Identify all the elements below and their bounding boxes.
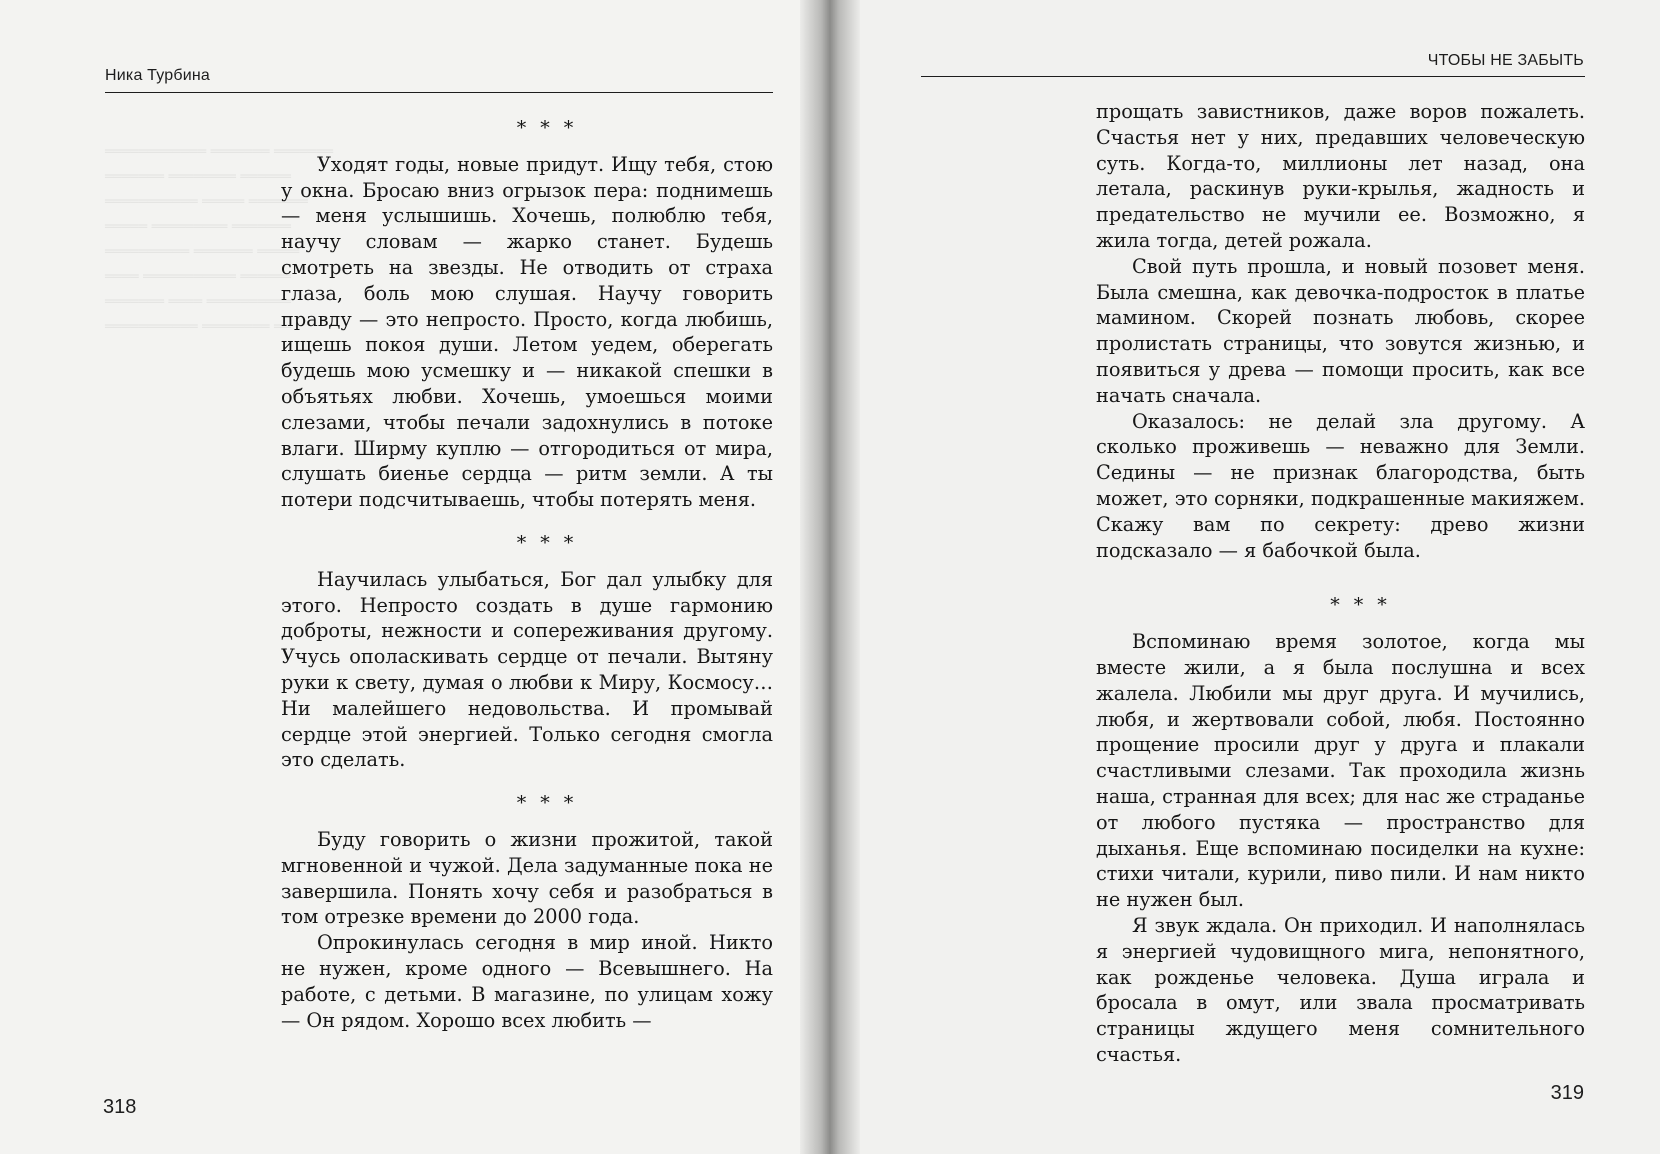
prose-paragraph: Оказалось: не делай зла другому. А сколько проживешь — неважно для Земли. Седины — не признак благородства, быть может, это сорняки, подкрашенные макияжем. Скажу вам по секрету: древо жизни подсказало — я бабочкой была. (1096, 409, 1585, 562)
header-rule (105, 92, 773, 93)
continued-paragraph: прощать завистников, даже воров пожалеть. Счастья нет у них, предавших человеческую суть. Когда-то, миллионы лет назад, она летала, раскинув руки-крылья, жадность и предательство не мучили ее. Возможно, я жила тогда, детей рожала. (1096, 100, 1585, 252)
poem-paragraph: Научилась улыбаться, Бог дал улыбку для этого. Непросто создать в душе гармонию доброты, нежности и сопереживания другому. Учусь ополаскивать сердце от печали. Вытяну руки к свету, думая о любви к Миру, Космосу… Ни малейшего недовольства. И промывай сердце этой энергией. Только сегодня смогла это сделать. (281, 567, 773, 772)
section-separator: * * * (516, 531, 578, 554)
left-page (0, 0, 815, 1154)
poem-paragraph: Уходят годы, новые придут. Ищу тебя, стою у окна. Бросаю вниз огрызок пера: поднимешь — меня услышишь. Хочешь, полюблю тебя, научу словам — жарко станет. Будешь смотреть на звезды. Не отводить от страха глаза, боль мою слушая. Научу говорить правду — это непросто. Просто, когда любишь, ищешь покоя души. Летом уедем, оберегать будешь мою усмешку и — никакой спешки в объятьях любви. Хочешь, умоешься моими слезами, чтобы печали задохнулись в потоке влаги. Ширму куплю — отгородиться от мира, слушать биенье сердца — ритм земли. А ты потери подсчитываешь, чтобы потерять меня. (281, 152, 773, 512)
section-separator: * * * (516, 792, 578, 815)
poem-paragraph: Я звук ждала. Он приходил. И наполнялась я энергией чудовищного мига, непонятного, как рожденье человека. Душа играла и бросала в омут, или звала просматривать страницы ждущего меня сомнительного счастья. (1096, 913, 1585, 1066)
right-text-column (1096, 99, 1585, 1068)
poem-paragraph: Опрокинулась сегодня в мир иной. Никто не нужен, кроме одного — Всевышнего. На работе, с детьми. В магазине, по улицам хожу — Он рядом. Хорошо всех любить — (281, 931, 773, 1032)
section-separator: * * * (516, 117, 578, 139)
header-rule (921, 76, 1585, 77)
left-text-column (281, 116, 773, 1033)
poem-paragraph: Буду говорить о жизни прожитой, такой мгновенной и чужой. Дела задуманные пока не завершила. Понять хочу себя и разобраться в том отрезке времени до 2000 года. (281, 827, 773, 929)
running-head-title: ЧТОБЫ НЕ ЗАБЫТЬ (1427, 52, 1584, 69)
poem-paragraph: Вспоминаю время золотое, когда мы вместе жили, а я была послушна и всех жалела. Любили мы друг друга. И мучились, любя, и жертвовали собой, любя. Постоянно прощение просили друг у друга и плакали счастливыми слезами. Так проходила жизнь наша, странная для всех; для нас же страданье от любого пустяка — пространство для дыханья. Еще вспоминаю посиделки на кухне: стихи читали, курили, пиво пили. И нам никто не нужен был. (1096, 630, 1585, 912)
page-number: 318 (103, 1096, 137, 1118)
section-separator: * * * (1330, 594, 1391, 617)
prose-paragraph: Свой путь прошла, и новый позовет меня. Была смешна, как девочка-подросток в платье мамином. Скорей познать любовь, скорее пролистать страницы, что зовутся жизнью, и появиться у древа — помощи просить, как все начать сначала. (1096, 254, 1585, 407)
bleed-through-text: ════════════ ═══════ ═══════ ═══════ ════════ ══════ ═══════════ ═════ ═══════ ═════ ═════════ ═══════ ══════════ ═══════ ═════ ════ ═══════════ ══════ ═══════ ════ ══════════ ═══════════ ════════ ══ (105, 144, 334, 335)
page-number: 319 (1550, 1082, 1584, 1104)
running-head-author: Ника Турбина (105, 67, 211, 84)
right-page (815, 0, 1660, 1154)
